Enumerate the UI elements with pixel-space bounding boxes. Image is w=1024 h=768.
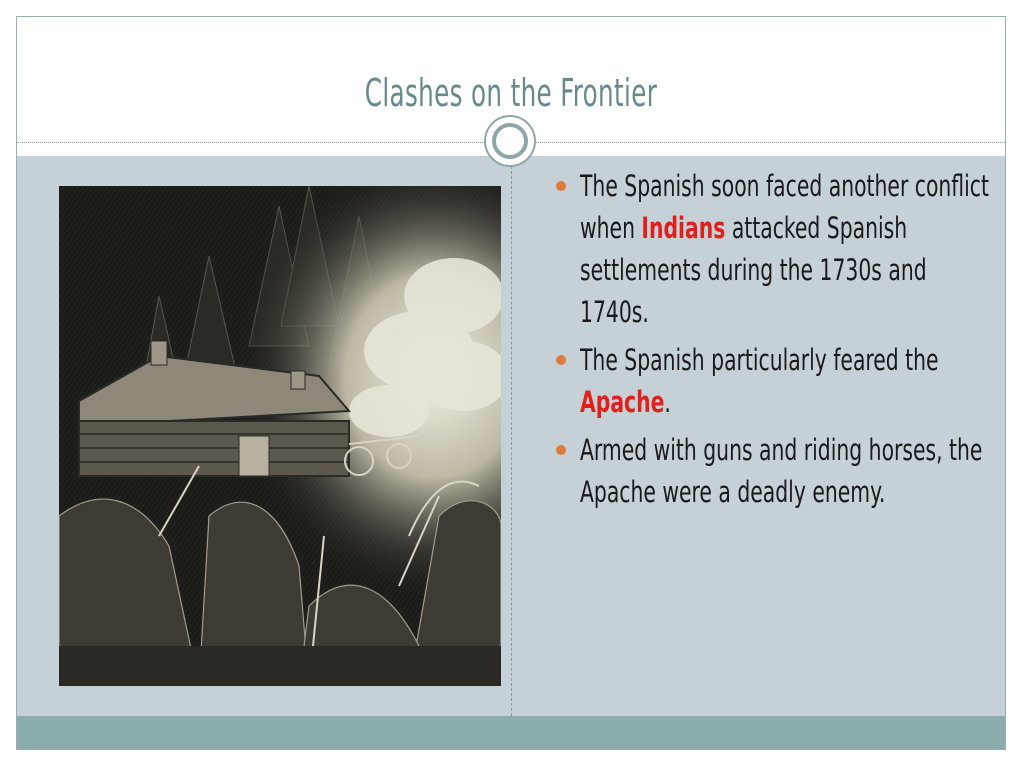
bullet-item — [556, 165, 996, 333]
footer-band — [17, 716, 1005, 749]
bullet-text-after: . — [664, 385, 671, 419]
bullet-text-before: Armed with guns and riding horses, the Apache were a deadly enemy. — [580, 433, 983, 509]
bullet-list — [556, 165, 996, 519]
bullet-text — [580, 165, 995, 333]
circle-ornament-icon — [484, 115, 536, 167]
bullet-text — [580, 339, 995, 423]
bullet-icon — [556, 181, 566, 191]
bullet-icon — [556, 355, 566, 365]
bullet-text-before: The Spanish particularly feared the — [580, 343, 939, 377]
bullet-highlight: Apache — [580, 385, 665, 419]
circle-ornament-inner — [492, 123, 528, 159]
illustration-svg — [59, 186, 501, 686]
bullet-text-before: The Spanish soon faced another conflict when — [580, 169, 989, 245]
slide-title: Clashes on the Frontier — [364, 71, 658, 115]
engraving-illustration — [59, 186, 501, 686]
bullet-highlight: Indians — [641, 211, 726, 245]
bullet-item — [556, 339, 996, 423]
bullet-text-after: attacked Spanish settlements during the 1730s and 1740s. — [580, 211, 927, 329]
bullet-icon — [556, 445, 566, 455]
ground-shading — [59, 646, 501, 686]
bullet-text — [580, 429, 995, 513]
bullet-item — [556, 429, 996, 513]
column-divider — [511, 156, 512, 716]
